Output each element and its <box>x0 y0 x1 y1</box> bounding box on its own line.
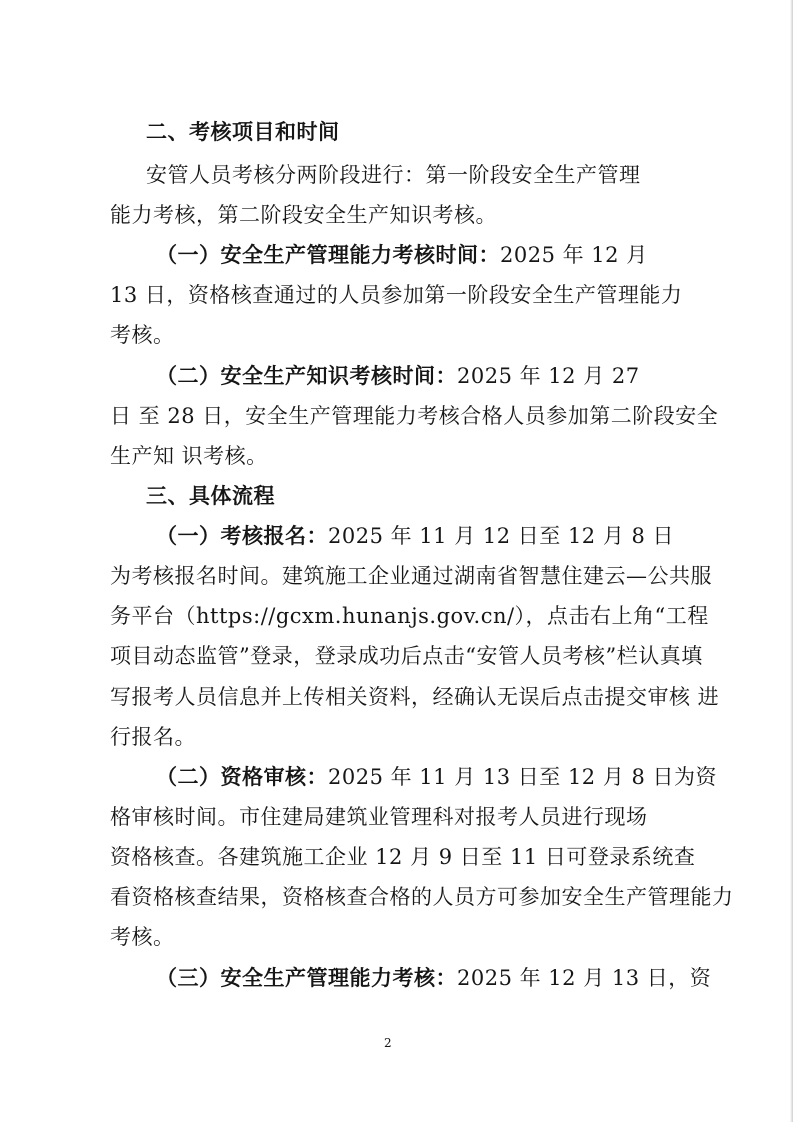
paragraph-line: 能力考核，第二阶段安全生产知识考核。 <box>110 203 497 227</box>
paragraph-line: 生产知 识考核。 <box>110 444 268 468</box>
item-label: （二）资格审核： <box>156 765 328 789</box>
paragraph-line: 写报考人员信息并上传相关资料，经确认无误后点击提交审核 进 <box>110 685 720 709</box>
paragraph-line: 日 至 28 日，安全生产管理能力考核合格人员参加第二阶段安全 <box>110 404 719 428</box>
item-text: 2025 年 12 月 <box>500 243 648 267</box>
paragraph-line <box>156 362 640 390</box>
paragraph-line: 项目动态监管”登录，登录成功后点击“安管人员考核”栏认真填 <box>110 644 703 668</box>
paragraph-line <box>156 522 674 550</box>
paragraph-line: 资格核查。各建筑施工企业 12 月 9 日至 11 日可登录系统查 <box>110 845 696 869</box>
paragraph-line <box>156 241 648 269</box>
item-label: （一）安全生产管理能力考核时间： <box>156 243 500 267</box>
paragraph-line <box>156 964 711 992</box>
paragraph-line: 考核。 <box>110 925 175 949</box>
paragraph-line: 务平台（https://gcxm.hunanjs.gov.cn/），点击右上角“工程 <box>110 604 709 628</box>
item-label: （一）考核报名： <box>156 524 328 548</box>
page-number: 2 <box>384 1036 392 1050</box>
item-text: 2025 年 11 月 12 日至 12 月 8 日 <box>328 524 675 548</box>
item-text: 2025 年 12 月 13 日，资 <box>457 966 712 990</box>
paragraph-line: 13 日，资格核查通过的人员参加第一阶段安全生产管理能力 <box>110 283 683 307</box>
paragraph-line: 看资格核查结果，资格核查合格的人员方可参加安全生产管理能力 <box>110 885 734 909</box>
item-label: （三）安全生产管理能力考核： <box>156 966 457 990</box>
section-heading-3: 三、具体流程 <box>146 484 275 508</box>
paragraph-line: 考核。 <box>110 323 175 347</box>
paragraph-line <box>156 763 717 791</box>
item-text: 2025 年 11 月 13 日至 12 月 8 日为资 <box>328 765 718 789</box>
paragraph-line: 安管人员考核分两阶段进行：第一阶段安全生产管理 <box>146 163 641 187</box>
paragraph-line: 行报名。 <box>110 725 196 749</box>
item-text: 2025 年 12 月 27 <box>457 364 640 388</box>
section-heading-2: 二、考核项目和时间 <box>146 120 340 144</box>
paragraph-line: 为考核报名时间。建筑施工企业通过湖南省智慧住建云—公共服 <box>110 564 712 588</box>
item-label: （二）安全生产知识考核时间： <box>156 364 457 388</box>
paragraph-line: 格审核时间。市住建局建筑业管理科对报考人员进行现场 <box>110 805 648 829</box>
